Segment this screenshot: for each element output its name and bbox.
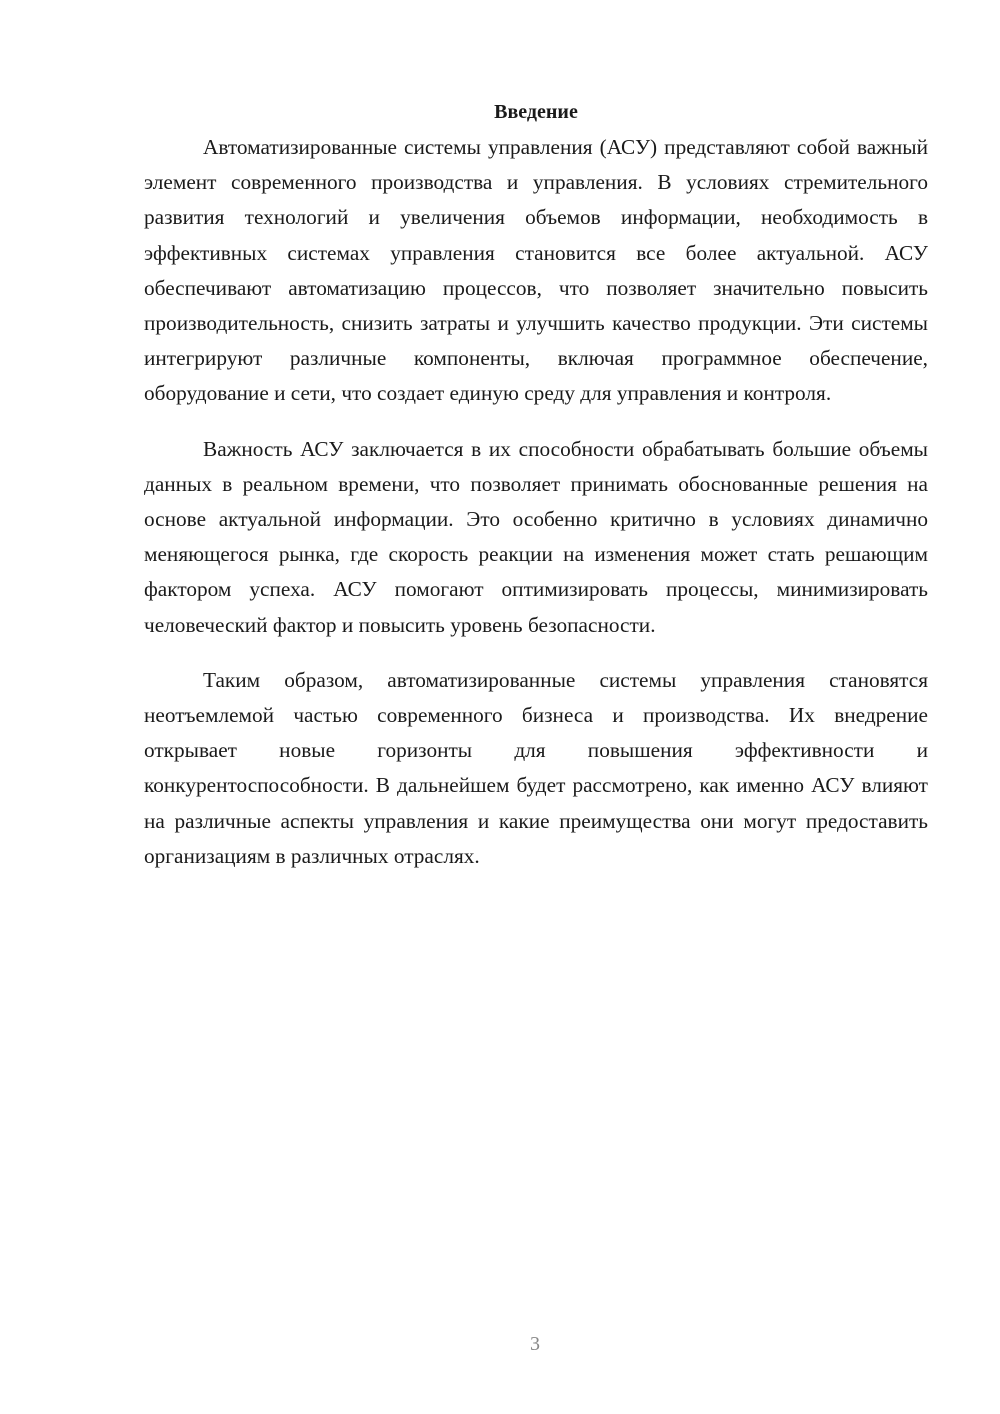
paragraph-3: Таким образом, автоматизированные системы управления становятся неотъемлемой частью современного бизнеса и производства. Их внедрение открывает новые горизонты для повышения эффективности и конкурентоспособности. В дальнейшем будет рассмотрено, как именно АСУ влияют на различные аспекты управления и какие преимущества они могут предоставить организациям в различных отраслях.	[144, 667, 928, 868]
page-number: 3	[530, 1333, 540, 1355]
page-content	[144, 94, 928, 874]
paragraph-1: Автоматизированные системы управления (АСУ) представляют собой важный элемент современного производства и управления. В условиях стремительного развития технологий и увеличения объемов информации, необходимость в эффективных системах управления становится все более актуальной. АСУ обеспечивают автоматизацию процессов, что позволяет значительно повысить производительность, снизить затраты и улучшить качество продукции. Эти системы интегрируют различные компоненты, включая программное обеспечение, оборудование и сети, что создает единую среду для управления и контроля.	[144, 135, 928, 406]
paragraph-2: Важность АСУ заключается в их способности обрабатывать большие объемы данных в реальном времени, что позволяет принимать обоснованные решения на основе актуальной информации. Это особенно критично в условиях динамично меняющегося рынка, где скорость реакции на изменения может стать решающим фактором успеха. АСУ помогают оптимизировать процессы, минимизировать человеческий фактор и повысить уровень безопасности.	[144, 436, 928, 637]
section-heading: Введение	[494, 101, 578, 123]
